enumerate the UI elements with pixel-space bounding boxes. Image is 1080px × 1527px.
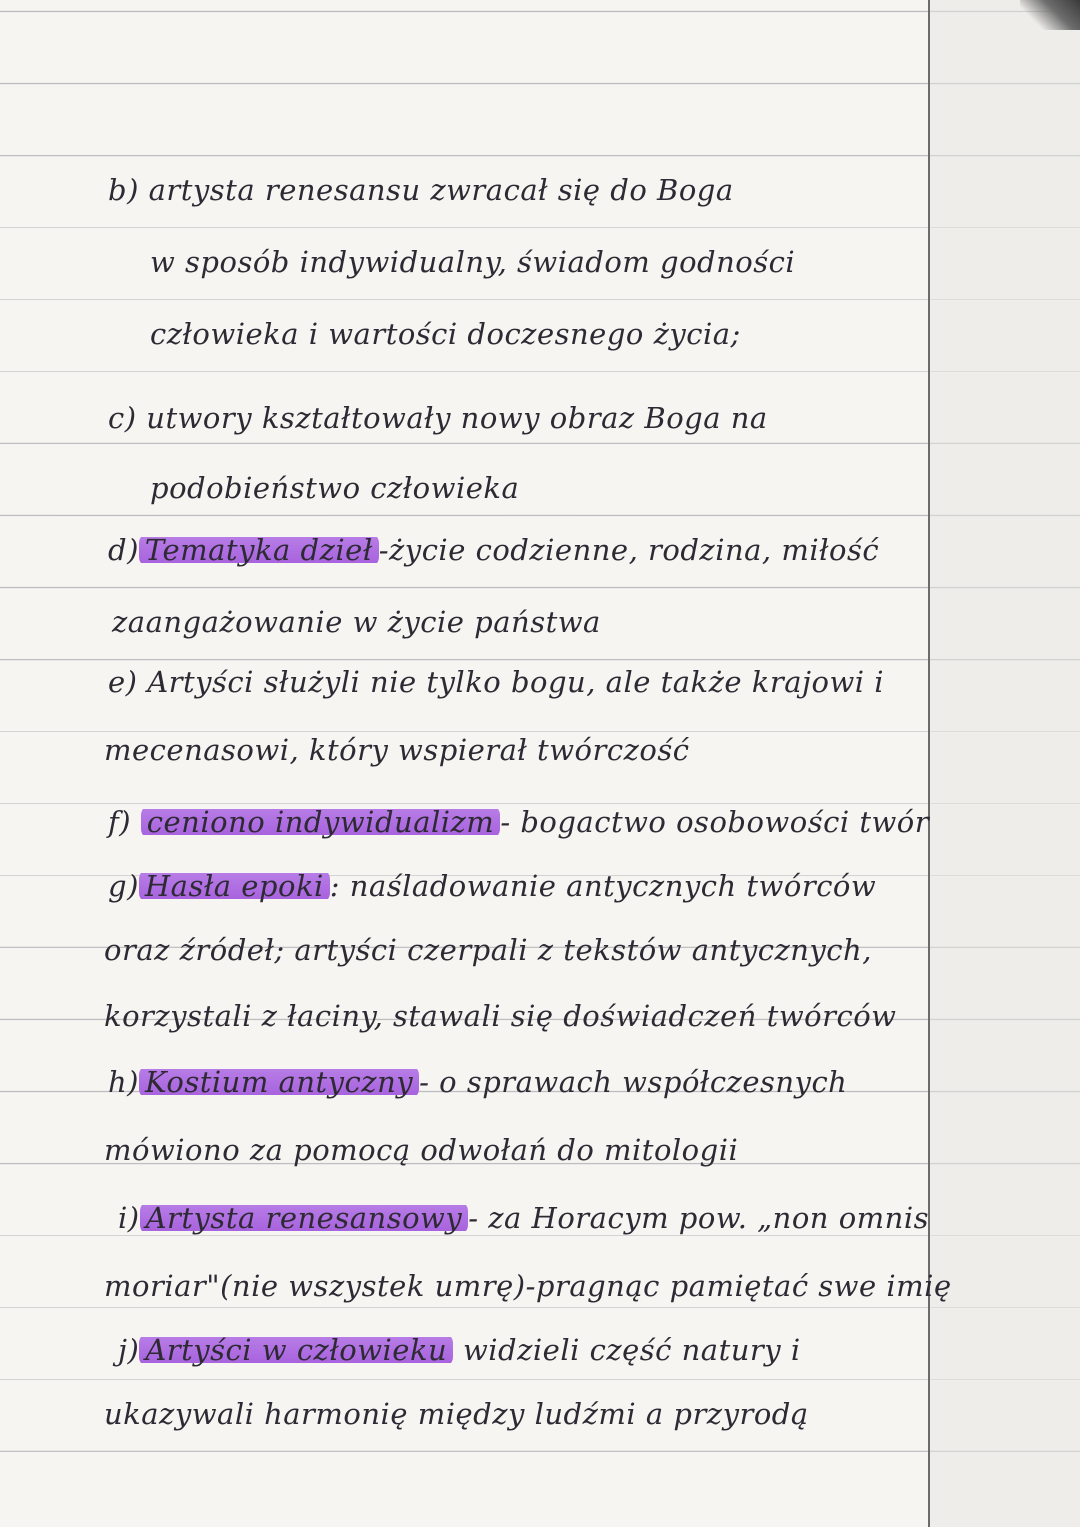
note-text: korzystali z łaciny, stawali się doświadczeń twórców bbox=[104, 999, 897, 1033]
note-c-line-2 bbox=[150, 458, 519, 518]
note-text: Artyści służyli nie tylko bogu, ale także krajowi i bbox=[147, 665, 885, 699]
note-g-line-1 bbox=[108, 856, 876, 916]
right-page-strip bbox=[930, 0, 1080, 1527]
note-label: i) bbox=[118, 1201, 140, 1235]
note-label: c) bbox=[108, 401, 137, 435]
note-text: oraz źródeł; artyści czerpali z tekstów antycznych, bbox=[104, 933, 872, 967]
highlighted-term: ceniono indywidualizm bbox=[141, 805, 501, 839]
note-i-line-2 bbox=[104, 1256, 952, 1316]
note-g-line-2 bbox=[104, 920, 872, 980]
note-text: - bogactwo osobowości twór bbox=[500, 805, 930, 839]
note-text: widzieli część natury i bbox=[462, 1333, 801, 1367]
note-j-line-2 bbox=[104, 1384, 809, 1444]
note-text: w sposób indywidualny, świadom godności bbox=[150, 245, 796, 279]
note-text: mówiono za pomocą odwołań do mitologii bbox=[104, 1133, 739, 1167]
note-text: podobieństwo człowieka bbox=[150, 471, 520, 505]
note-text: utwory kształtowały nowy obraz Boga na bbox=[146, 401, 768, 435]
corner-shadow bbox=[1020, 0, 1080, 30]
highlighted-term: Kostium antyczny bbox=[139, 1065, 419, 1099]
note-e-line-1 bbox=[108, 652, 884, 712]
highlighted-term: Artysta renesansowy bbox=[140, 1201, 469, 1235]
note-h-line-1 bbox=[108, 1052, 847, 1112]
note-b-line-3 bbox=[150, 304, 741, 364]
note-j-line-1 bbox=[118, 1320, 801, 1380]
note-label: e) bbox=[108, 665, 138, 699]
note-d-line-2 bbox=[112, 592, 601, 652]
note-b-line-2 bbox=[150, 232, 795, 292]
note-label: j) bbox=[118, 1333, 140, 1367]
highlighted-term: Hasła epoki bbox=[139, 869, 330, 903]
note-text: człowieka i wartości doczesnego życia; bbox=[150, 317, 741, 351]
note-f-line-1 bbox=[108, 792, 929, 852]
note-i-line-1 bbox=[118, 1188, 929, 1248]
note-c-line-1 bbox=[108, 388, 768, 448]
note-text: : naśladowanie antycznych twórców bbox=[329, 869, 877, 903]
note-text: artysta renesansu zwracał się do Boga bbox=[148, 173, 734, 207]
note-h-line-2 bbox=[104, 1120, 738, 1180]
note-label: h) bbox=[108, 1065, 139, 1099]
note-label: f) bbox=[108, 805, 132, 839]
note-text: mecenasowi, który wspierał twórczość bbox=[104, 733, 690, 767]
note-label: g) bbox=[108, 869, 139, 903]
note-e-line-2 bbox=[104, 720, 689, 780]
note-g-line-3 bbox=[104, 986, 897, 1046]
note-text: ukazywali harmonię między ludźmi a przyrodą bbox=[104, 1397, 809, 1431]
note-b-line-1 bbox=[108, 160, 734, 220]
highlighted-term: Artyści w człowieku bbox=[139, 1333, 453, 1367]
note-text: -życie codzienne, rodzina, miłość bbox=[378, 533, 880, 567]
note-text: - za Horacym pow. „non omnis bbox=[468, 1201, 929, 1235]
note-text: - o sprawach współczesnych bbox=[419, 1065, 848, 1099]
note-text: zaangażowanie w życie państwa bbox=[112, 605, 601, 639]
note-label: b) bbox=[108, 173, 139, 207]
note-label: d) bbox=[108, 533, 139, 567]
note-d-line-1 bbox=[108, 520, 879, 580]
note-text: moriar"(nie wszystek umrę)-pragnąc pamiętać swe imię bbox=[104, 1269, 952, 1303]
highlighted-term: Tematyka dzieł bbox=[139, 533, 379, 567]
